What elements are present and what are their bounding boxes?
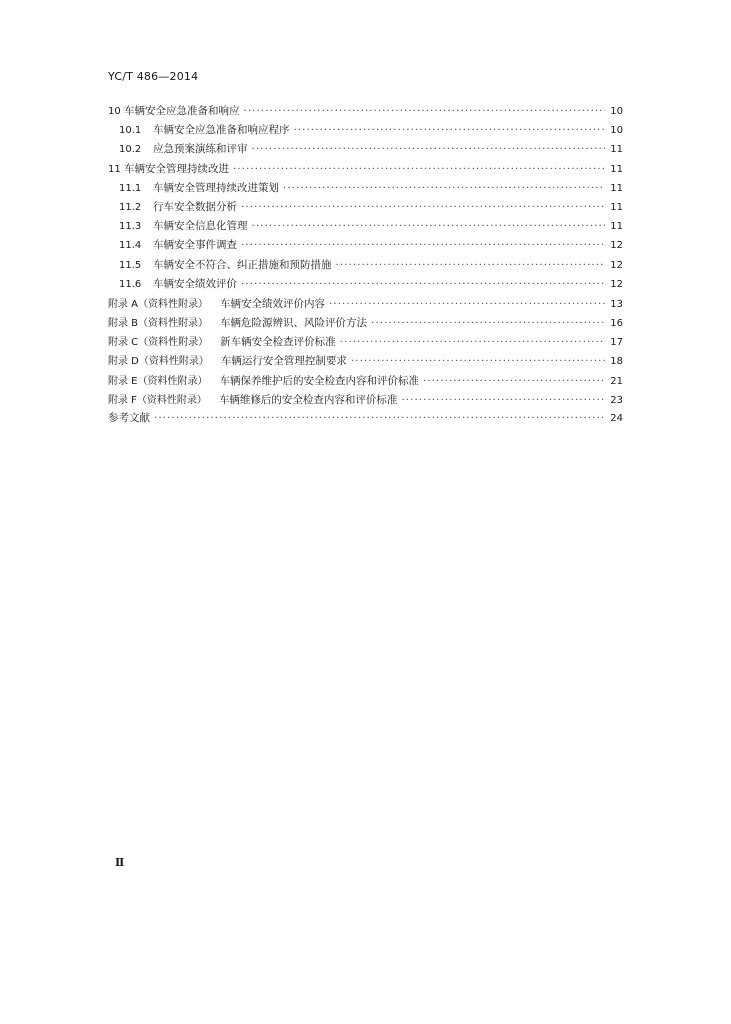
toc-entry-number: 11.6 — [119, 278, 142, 290]
toc-entry-page: 12 — [610, 240, 623, 252]
toc-entry[interactable] — [108, 237, 623, 256]
toc-entry-title: 车辆安全管理持续改进 — [124, 162, 229, 175]
toc-entry-number: 11.2 — [119, 201, 142, 213]
toc-entry-number: 附录 D（资料性附录） — [108, 356, 209, 368]
toc-entry-title: 车辆安全不符合、纠正措施和预防措施 — [153, 258, 332, 271]
toc-entry-title: 新车辆安全检查评价标准 — [220, 336, 336, 349]
toc-entry-title: 车辆安全事件调查 — [153, 239, 237, 252]
toc-leader-dots — [340, 336, 605, 348]
toc-entry-title: 车辆维修后的安全检查内容和评价标准 — [218, 393, 398, 406]
toc-entry-page: 11 — [610, 201, 623, 213]
toc-entry[interactable] — [108, 122, 623, 141]
toc-leader-dots — [241, 239, 605, 251]
toc-entry-title: 行车安全数据分析 — [153, 200, 237, 213]
toc-leader-dots — [351, 355, 605, 367]
toc-entry[interactable] — [108, 257, 623, 276]
toc-entry-number: 10 — [108, 106, 121, 117]
toc-entry[interactable] — [108, 199, 623, 218]
toc-entry-page: 24 — [610, 413, 623, 424]
toc-leader-dots — [283, 182, 605, 194]
toc-entry-page: 11 — [610, 163, 623, 175]
toc-entry-number: 附录 E（资料性附录） — [108, 375, 208, 387]
toc-entry-number: 11.1 — [119, 182, 142, 194]
toc-entry-page: 17 — [610, 337, 623, 349]
document-code: YC/T 486—2014 — [108, 70, 199, 83]
toc-entry-number: 附录 F（资料性附录） — [108, 394, 207, 406]
toc-entry-title: 车辆保养维护后的安全检查内容和评价标准 — [219, 374, 419, 387]
toc-entry[interactable] — [108, 180, 623, 199]
toc-entry-title: 车辆安全应急准备和响应程序 — [153, 124, 290, 137]
toc-entry-number: 11.5 — [119, 259, 142, 271]
toc-leader-dots — [233, 163, 605, 175]
toc-leader-dots — [294, 124, 606, 136]
toc-entry-page: 10 — [610, 106, 623, 117]
toc-leader-dots — [244, 105, 606, 117]
toc-entry-number: 11.3 — [119, 221, 142, 233]
toc-entry-title: 应急预案演练和评审 — [153, 143, 248, 156]
toc-entry-title: 车辆运行安全管理控制要求 — [220, 355, 347, 368]
toc-leader-dots — [371, 317, 605, 329]
toc-entry-title: 车辆危险源辨识、风险评价方法 — [220, 317, 368, 330]
toc-entry[interactable] — [108, 161, 623, 180]
toc-entry[interactable] — [108, 314, 623, 333]
toc-entry[interactable] — [108, 391, 623, 410]
toc-entry[interactable] — [108, 141, 623, 160]
toc-entry-number: 附录 C（资料性附录） — [108, 337, 209, 349]
toc-entry-title: 车辆安全应急准备和响应 — [124, 105, 240, 117]
toc-entry[interactable] — [108, 333, 623, 352]
toc-entry-title: 车辆安全绩效评价内容 — [220, 297, 326, 310]
toc-entry-number: 11 — [108, 163, 121, 175]
toc-entry[interactable] — [108, 352, 623, 371]
toc-entry-title: 车辆安全绩效评价 — [153, 277, 237, 290]
toc-entry[interactable] — [108, 295, 623, 314]
toc-entry-page: 16 — [610, 318, 623, 330]
toc-entry-page: 11 — [610, 182, 623, 194]
toc-leader-dots — [241, 201, 605, 213]
page-number: Ⅱ — [115, 856, 125, 869]
toc-entry-title: 车辆安全管理持续改进策划 — [153, 181, 279, 194]
toc-entry-page: 10 — [610, 125, 623, 137]
toc-leader-dots — [252, 143, 606, 155]
toc-entry-title: 参考文献 — [108, 412, 150, 424]
toc-entry-number: 10.2 — [119, 144, 142, 156]
toc-leader-dots — [252, 220, 606, 232]
toc-entry-page: 18 — [610, 356, 623, 368]
toc-entry-title: 车辆安全信息化管理 — [153, 220, 248, 233]
toc-entry-number: 附录 B（资料性附录） — [108, 318, 209, 330]
toc-entry-number: 11.4 — [119, 240, 142, 252]
toc-entry-number: 附录 A（资料性附录） — [108, 298, 209, 310]
toc-entry[interactable] — [108, 410, 623, 429]
toc-entry-number: 10.1 — [119, 125, 142, 137]
toc-entry[interactable] — [108, 103, 623, 122]
toc-entry-page: 12 — [610, 278, 623, 290]
toc-leader-dots — [336, 259, 606, 271]
toc-leader-dots — [154, 412, 605, 424]
toc-entry-page: 23 — [610, 394, 623, 406]
toc-entry[interactable] — [108, 276, 623, 295]
toc-entry-page: 21 — [610, 375, 623, 387]
toc-entry-page: 11 — [610, 221, 623, 233]
toc-leader-dots — [329, 298, 605, 310]
toc-leader-dots — [241, 278, 605, 290]
toc-entry-page: 13 — [610, 298, 623, 310]
toc-entry-page: 12 — [610, 259, 623, 271]
toc-leader-dots — [423, 375, 605, 387]
toc-entry[interactable] — [108, 218, 623, 237]
toc-entry[interactable] — [108, 372, 623, 391]
toc-leader-dots — [401, 394, 605, 406]
table-of-contents — [108, 103, 623, 429]
toc-entry-page: 11 — [610, 144, 623, 156]
